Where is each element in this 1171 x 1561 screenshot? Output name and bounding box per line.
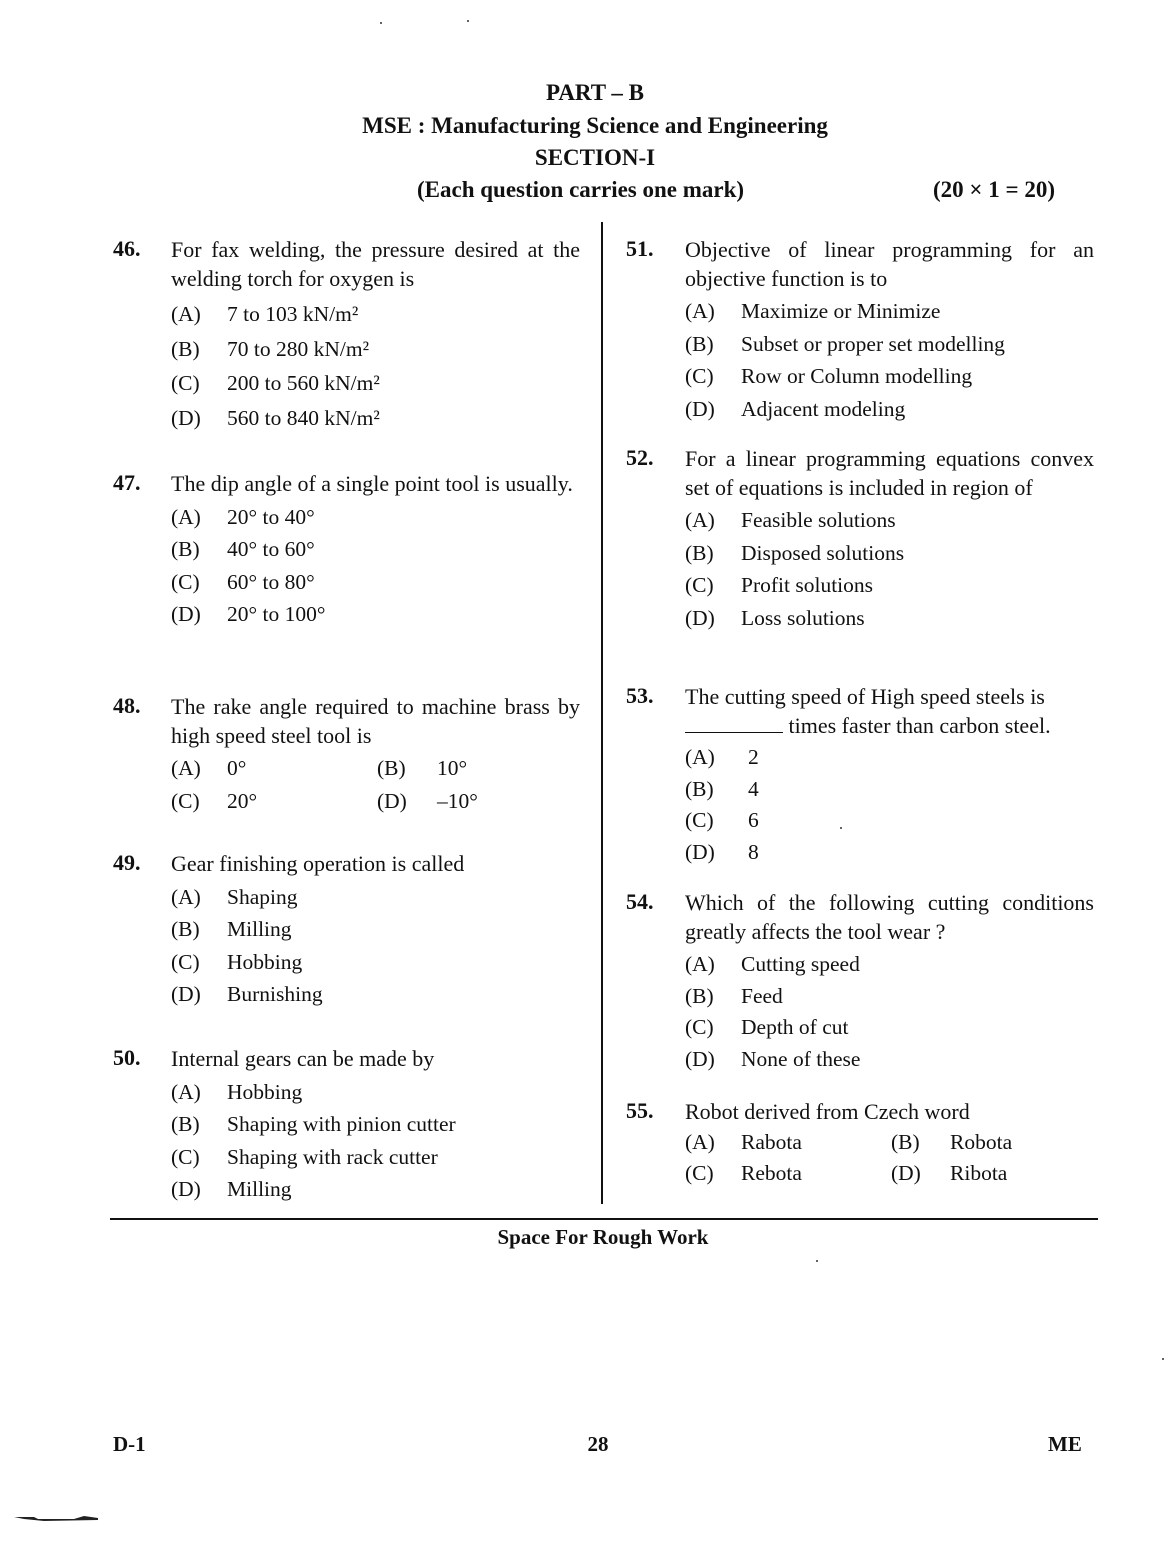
option-text: Rabota bbox=[741, 1129, 802, 1154]
option-text: Feed bbox=[741, 983, 783, 1008]
option-d bbox=[171, 403, 580, 435]
option-d bbox=[171, 1174, 580, 1206]
option-label: (D) bbox=[171, 602, 201, 627]
option-label: (C) bbox=[685, 573, 714, 598]
option-d bbox=[685, 394, 1094, 426]
option-label: (D) bbox=[891, 1161, 921, 1186]
option-label: (C) bbox=[171, 371, 200, 396]
option-label: (C) bbox=[171, 1144, 200, 1169]
question-51 bbox=[626, 236, 1094, 445]
option-label: (B) bbox=[685, 776, 714, 801]
option-c bbox=[171, 1142, 580, 1174]
option-text: 7 to 103 kN/m² bbox=[227, 302, 359, 327]
question-text: For a linear programming equations convex set of equations is included in region of bbox=[685, 446, 1094, 500]
option-label: (C) bbox=[685, 1015, 714, 1040]
option-d bbox=[685, 1044, 1094, 1076]
option-b bbox=[685, 329, 1094, 361]
question-50 bbox=[113, 1045, 580, 1206]
option-label: (C) bbox=[685, 808, 714, 833]
section-instruction: (Each question carries one mark) bbox=[417, 177, 745, 202]
section-title: SECTION-I bbox=[534, 145, 656, 170]
option-text: 70 to 280 kN/m² bbox=[227, 336, 370, 361]
question-number: 50. bbox=[113, 1045, 141, 1070]
option-text: Ribota bbox=[950, 1161, 1008, 1186]
option-d bbox=[891, 1161, 1007, 1186]
option-a bbox=[685, 296, 1094, 328]
option-text: 200 to 560 kN/m² bbox=[227, 371, 380, 396]
option-text: 2 bbox=[748, 745, 759, 770]
option-label: (D) bbox=[685, 605, 715, 630]
subject-title: MSE : Manufacturing Science and Engineering bbox=[362, 113, 828, 138]
question-53 bbox=[626, 683, 1094, 889]
option-text: Hobbing bbox=[227, 1079, 303, 1104]
option-d bbox=[171, 599, 580, 631]
option-label: (D) bbox=[377, 788, 407, 813]
option-c bbox=[171, 567, 580, 599]
question-number: 55. bbox=[626, 1098, 654, 1123]
option-text: Hobbing bbox=[227, 949, 303, 974]
question-number: 51. bbox=[626, 236, 654, 261]
right-column bbox=[626, 236, 1094, 1190]
option-text: 20° to 100° bbox=[227, 602, 326, 627]
option-c bbox=[171, 368, 580, 400]
option-b bbox=[171, 1109, 580, 1141]
option-label: (B) bbox=[891, 1129, 920, 1154]
option-a bbox=[171, 1077, 580, 1109]
option-text: None of these bbox=[741, 1046, 861, 1071]
option-text: Milling bbox=[227, 1177, 292, 1202]
section-marks: (20 × 1 = 20) bbox=[933, 177, 1056, 202]
option-label: (A) bbox=[685, 1129, 715, 1154]
option-label: (B) bbox=[171, 537, 200, 562]
option-b bbox=[377, 756, 467, 781]
option-text: Profit solutions bbox=[741, 573, 874, 598]
question-47 bbox=[113, 470, 580, 693]
option-text: Burnishing bbox=[227, 982, 323, 1007]
question-text: Objective of linear programming for an objective function is to bbox=[685, 237, 1094, 291]
option-text: 20° to 40° bbox=[227, 504, 315, 529]
option-b bbox=[891, 1130, 1012, 1155]
option-label: (C) bbox=[685, 1161, 714, 1186]
option-a bbox=[685, 949, 1094, 981]
scan-smudge bbox=[14, 1508, 98, 1515]
option-label: (B) bbox=[171, 1112, 200, 1137]
question-text: Robot derived from Czech word bbox=[685, 1099, 970, 1124]
option-text: Feasible solutions bbox=[741, 508, 896, 533]
option-label: (D) bbox=[685, 396, 715, 421]
question-55 bbox=[626, 1098, 1094, 1190]
question-number: 46. bbox=[113, 236, 141, 261]
option-c bbox=[685, 1161, 891, 1186]
option-label: (A) bbox=[685, 952, 715, 977]
option-c bbox=[685, 1012, 1094, 1044]
option-text: 20° bbox=[227, 788, 258, 813]
option-c bbox=[171, 789, 377, 814]
option-label: (C) bbox=[171, 788, 200, 813]
option-text: 4 bbox=[748, 776, 759, 801]
question-text: The dip angle of a single point tool is usually. bbox=[171, 471, 573, 496]
option-d bbox=[685, 603, 1094, 635]
question-number: 54. bbox=[626, 889, 654, 914]
question-48 bbox=[113, 693, 580, 850]
question-number: 47. bbox=[113, 470, 141, 495]
option-row bbox=[685, 1158, 1094, 1190]
option-a bbox=[171, 299, 580, 331]
option-b bbox=[685, 981, 1094, 1013]
question-text-part2: times faster than carbon steel. bbox=[788, 712, 1051, 738]
question-text: For fax welding, the pressure desired at the welding torch for oxygen is bbox=[171, 237, 580, 291]
page-number: 28 bbox=[587, 1432, 609, 1456]
option-text: Maximize or Minimize bbox=[741, 299, 941, 324]
option-a bbox=[171, 882, 580, 914]
option-text: Robota bbox=[950, 1129, 1013, 1154]
option-b bbox=[171, 534, 580, 566]
option-text: Cutting speed bbox=[741, 952, 860, 977]
option-label: (A) bbox=[171, 756, 201, 781]
option-label: (D) bbox=[171, 1177, 201, 1202]
question-number: 52. bbox=[626, 445, 654, 470]
question-46 bbox=[113, 236, 580, 470]
option-text: Shaping with rack cutter bbox=[227, 1144, 438, 1169]
option-text: Shaping with pinion cutter bbox=[227, 1112, 456, 1137]
option-text: Row or Column modelling bbox=[741, 364, 973, 389]
question-number: 53. bbox=[626, 683, 654, 708]
option-label: (D) bbox=[171, 405, 201, 430]
scan-speck bbox=[816, 1260, 818, 1262]
column-divider bbox=[601, 222, 603, 1204]
option-label: (A) bbox=[685, 299, 715, 324]
option-text: –10° bbox=[437, 788, 478, 813]
rough-work-label: Space For Rough Work bbox=[497, 1225, 709, 1249]
option-b bbox=[171, 334, 580, 366]
question-text bbox=[685, 683, 1094, 740]
answer-blank bbox=[685, 714, 783, 733]
option-b bbox=[685, 774, 1094, 806]
option-b bbox=[685, 538, 1094, 570]
option-label: (C) bbox=[171, 949, 200, 974]
option-a bbox=[171, 756, 377, 781]
question-text: Which of the following cutting conditions greatly affects the tool wear ? bbox=[685, 890, 1094, 944]
option-text: Adjacent modeling bbox=[741, 396, 906, 421]
option-text: Shaping bbox=[227, 884, 298, 909]
option-label: (D) bbox=[171, 982, 201, 1007]
question-54 bbox=[626, 889, 1094, 1098]
scan-speck bbox=[840, 827, 842, 829]
option-c bbox=[685, 805, 1094, 837]
option-a bbox=[685, 505, 1094, 537]
option-d bbox=[685, 837, 1094, 869]
horizontal-rule bbox=[110, 1218, 1098, 1220]
scan-speck bbox=[380, 22, 382, 24]
option-text: Subset or proper set modelling bbox=[741, 331, 1005, 356]
option-text: Rebota bbox=[741, 1161, 802, 1186]
question-text-part1: The cutting speed of High speed steels is bbox=[685, 684, 1045, 709]
option-text: 560 to 840 kN/m² bbox=[227, 405, 380, 430]
left-column bbox=[113, 236, 580, 1206]
option-label: (B) bbox=[685, 540, 714, 565]
option-label: (C) bbox=[171, 569, 200, 594]
question-49 bbox=[113, 850, 580, 1045]
question-number: 48. bbox=[113, 693, 141, 718]
option-text: 8 bbox=[748, 839, 759, 864]
question-text: Gear finishing operation is called bbox=[171, 851, 465, 876]
option-c bbox=[685, 570, 1094, 602]
option-a bbox=[171, 502, 580, 534]
question-text: Internal gears can be made by bbox=[171, 1046, 435, 1071]
scan-speck bbox=[467, 20, 469, 22]
scan-speck bbox=[1162, 1358, 1164, 1360]
question-52 bbox=[626, 445, 1094, 683]
option-text: 10° bbox=[437, 756, 468, 781]
option-a bbox=[685, 1130, 891, 1155]
option-d bbox=[377, 789, 478, 814]
option-row bbox=[685, 1127, 1094, 1159]
option-a bbox=[685, 742, 1094, 774]
option-label: (B) bbox=[685, 983, 714, 1008]
option-text: Loss solutions bbox=[741, 605, 865, 630]
option-label: (B) bbox=[171, 336, 200, 361]
option-text: Depth of cut bbox=[741, 1015, 849, 1040]
option-label: (B) bbox=[171, 917, 200, 942]
option-label: (D) bbox=[685, 839, 715, 864]
footer-code: D-1 bbox=[113, 1432, 146, 1456]
option-text: 6 bbox=[748, 808, 759, 833]
option-row bbox=[171, 753, 580, 785]
option-text: Milling bbox=[227, 917, 292, 942]
option-text: 60° to 80° bbox=[227, 569, 315, 594]
option-d bbox=[171, 979, 580, 1011]
option-text: 40° to 60° bbox=[227, 537, 315, 562]
option-text: Disposed solutions bbox=[741, 540, 905, 565]
option-label: (C) bbox=[685, 364, 714, 389]
footer-subject-code: ME bbox=[1048, 1432, 1082, 1456]
option-label: (A) bbox=[171, 884, 201, 909]
question-text: The rake angle required to machine brass by high speed steel tool is bbox=[171, 694, 580, 748]
option-c bbox=[171, 947, 580, 979]
option-label: (A) bbox=[171, 1079, 201, 1104]
question-number: 49. bbox=[113, 850, 141, 875]
option-label: (A) bbox=[685, 508, 715, 533]
option-text: 0° bbox=[227, 756, 247, 781]
option-label: (B) bbox=[377, 756, 406, 781]
option-label: (A) bbox=[171, 504, 201, 529]
option-label: (D) bbox=[685, 1046, 715, 1071]
option-label: (B) bbox=[685, 331, 714, 356]
option-label: (A) bbox=[171, 302, 201, 327]
option-row bbox=[171, 786, 580, 818]
option-b bbox=[171, 914, 580, 946]
part-title: PART – B bbox=[545, 80, 645, 105]
option-c bbox=[685, 361, 1094, 393]
option-label: (A) bbox=[685, 745, 715, 770]
